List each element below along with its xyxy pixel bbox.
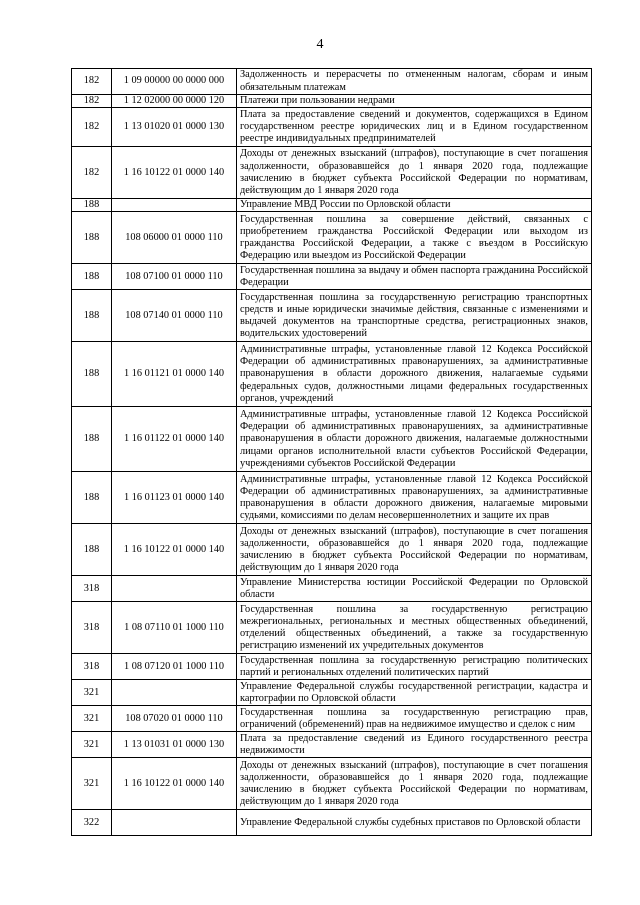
- admin-code-cell: 188: [72, 199, 112, 212]
- description-text: Управление Федеральной службы судебных приставов по Орловской области: [240, 816, 581, 828]
- description-text: Управление МВД России по Орловской области: [240, 199, 451, 211]
- description-text: Административные штрафы, установленные главой 12 Кодекса Российской Федерации об административных правонарушениях, за административные правонарушения в области дорожного движения, налагаемые мировыми судьями, комиссиями по делам несовершеннолетних и защите их прав: [240, 473, 588, 522]
- budget-code-cell: [112, 199, 237, 212]
- description-cell: [237, 147, 592, 199]
- table-row: [72, 732, 592, 758]
- description-text: Плата за предоставление сведений и документов, содержащихся в Едином государственном реестре юридических лиц и в Едином государственном реестре индивидуальных предпринимателей: [240, 108, 588, 145]
- description-text: Государственная пошлина за государственную регистрацию межрегиональных, региональных и местных общественных объединений, отделений общественных объединений, а также за государственную регистрацию изменений их учредительных документов: [240, 603, 588, 652]
- admin-code-cell: 318: [72, 576, 112, 602]
- budget-code-cell: [112, 810, 237, 836]
- admin-code-cell: 321: [72, 732, 112, 758]
- description-cell: [237, 576, 592, 602]
- page-number: 4: [316, 37, 324, 52]
- description-cell: [237, 472, 592, 524]
- table-row: [72, 95, 592, 108]
- description-text: Управление Федеральной службы государственной регистрации, кадастра и картографии по Орловской области: [240, 680, 588, 704]
- table-row: [72, 680, 592, 706]
- description-cell: [237, 654, 592, 680]
- description-cell: [237, 95, 592, 108]
- admin-code-cell: 182: [72, 69, 112, 95]
- budget-code-cell: 1 16 01121 01 0000 140: [112, 342, 237, 407]
- admin-code-cell: 318: [72, 602, 112, 654]
- table-row: [72, 212, 592, 264]
- admin-code-cell: 188: [72, 290, 112, 342]
- description-cell: [237, 407, 592, 472]
- budget-code-cell: 1 13 01031 01 0000 130: [112, 732, 237, 758]
- description-cell: [237, 108, 592, 147]
- description-cell: [237, 69, 592, 95]
- description-text: Доходы от денежных взысканий (штрафов), поступающие в счет погашения задолженности, образовавшейся до 1 января 2020 года, подлежащие зачислению в бюджет субъекта Российской Федерации по нормативам, действующим до 1 января 2020 года: [240, 525, 588, 574]
- budget-code-cell: 1 12 02000 00 0000 120: [112, 95, 237, 108]
- description-text: Платежи при пользовании недрами: [240, 95, 395, 106]
- description-text: Государственная пошлина за государственную регистрацию транспортных средств и иные юридически значимые действия, связанные с изменениями и выдачей документов на транспортные средства, регистрационных знаков, водительских удостоверений: [240, 291, 588, 340]
- admin-code-cell: 188: [72, 407, 112, 472]
- description-text: Государственная пошлина за совершение действий, связанных с приобретением гражданства Российской Федерации или выходом из гражданства Российской Федерации, а также с въездом в Российскую Федерацию или выездом из Российской Федерации: [240, 213, 588, 262]
- description-cell: [237, 212, 592, 264]
- admin-code-cell: 318: [72, 654, 112, 680]
- budget-code-cell: [112, 576, 237, 602]
- budget-code-cell: 108 07100 01 0000 110: [112, 264, 237, 290]
- description-text: Государственная пошлина за выдачу и обмен паспорта гражданина Российской Федерации: [240, 264, 588, 288]
- description-cell: [237, 264, 592, 290]
- budget-code-cell: 1 16 01122 01 0000 140: [112, 407, 237, 472]
- admin-code-cell: 188: [72, 524, 112, 576]
- description-text: Государственная пошлина за государственную регистрацию прав, ограничений (обременений) прав на недвижимое имущество и сделок с ним: [240, 706, 588, 730]
- description-cell: [237, 602, 592, 654]
- description-cell: [237, 758, 592, 810]
- budget-code-cell: 1 13 01020 01 0000 130: [112, 108, 237, 147]
- description-cell: [237, 810, 592, 836]
- description-cell: [237, 524, 592, 576]
- description-cell: [237, 732, 592, 758]
- budget-code-cell: 1 08 07120 01 1000 110: [112, 654, 237, 680]
- description-cell: [237, 706, 592, 732]
- description-text: Управление Министерства юстиции Российской Федерации по Орловской области: [240, 576, 588, 600]
- table-row: [72, 199, 592, 212]
- table-row: [72, 407, 592, 472]
- budget-code-cell: 108 07020 01 0000 110: [112, 706, 237, 732]
- budget-code-cell: [112, 680, 237, 706]
- description-text: Доходы от денежных взысканий (штрафов), поступающие в счет погашения задолженности, образовавшейся до 1 января 2020 года, подлежащие зачислению в бюджет субъекта Российской Федерации по нормативам, действующим до 1 января 2020 года: [240, 148, 588, 196]
- description-text: Административные штрафы, установленные главой 12 Кодекса Российской Федерации об административных правонарушениях, за административные правонарушения в области дорожного движения, налагаемые судьями федеральных судов, должностными лицами федеральных государственных органов, учреждений: [240, 343, 588, 404]
- budget-code-cell: 1 16 10122 01 0000 140: [112, 758, 237, 810]
- table-row: [72, 264, 592, 290]
- admin-code-cell: 321: [72, 706, 112, 732]
- admin-code-cell: 322: [72, 810, 112, 836]
- table-row: [72, 290, 592, 342]
- budget-code-cell: 1 08 07110 01 1000 110: [112, 602, 237, 654]
- description-cell: [237, 199, 592, 212]
- table-row: [72, 706, 592, 732]
- table-row: [72, 69, 592, 95]
- budget-code-cell: 108 06000 01 0000 110: [112, 212, 237, 264]
- description-text: Административные штрафы, установленные главой 12 Кодекса Российской Федерации об административных правонарушениях, за административные правонарушения в области дорожного движения, налагаемые должностными лицами органов исполнительной власти субъектов Российской Федерации, учреждениями субъектов Российской Федерации: [240, 408, 588, 469]
- description-text: Государственная пошлина за государственную регистрацию политических партий и региональных отделений политических партий: [240, 654, 588, 678]
- admin-code-cell: 321: [72, 758, 112, 810]
- table-body: [72, 69, 592, 836]
- admin-code-cell: 188: [72, 264, 112, 290]
- description-text: Доходы от денежных взысканий (штрафов), поступающие в счет погашения задолженности, образовавшейся до 1 января 2020 года, подлежащие зачислению в бюджет субъекта Российской Федерации по нормативам, действующим до 1 января 2020 года: [240, 759, 588, 808]
- table-row: [72, 576, 592, 602]
- table-row: [72, 810, 592, 836]
- admin-code-cell: 321: [72, 680, 112, 706]
- admin-code-cell: 188: [72, 342, 112, 407]
- table-row: [72, 472, 592, 524]
- budget-code-cell: 1 16 10122 01 0000 140: [112, 147, 237, 199]
- description-text: Плата за предоставление сведений из Единого государственного реестра недвижимости: [240, 732, 588, 756]
- budget-code-cell: 108 07140 01 0000 110: [112, 290, 237, 342]
- description-cell: [237, 680, 592, 706]
- admin-code-cell: 182: [72, 108, 112, 147]
- table-row: [72, 108, 592, 147]
- revenue-codes-table: [71, 68, 592, 836]
- table-row: [72, 654, 592, 680]
- table-row: [72, 342, 592, 407]
- admin-code-cell: 188: [72, 472, 112, 524]
- table-row: [72, 147, 592, 199]
- budget-code-cell: 1 16 01123 01 0000 140: [112, 472, 237, 524]
- table-row: [72, 524, 592, 576]
- admin-code-cell: 182: [72, 95, 112, 108]
- description-cell: [237, 342, 592, 407]
- table-row: [72, 758, 592, 810]
- description-cell: [237, 290, 592, 342]
- table-row: [72, 602, 592, 654]
- admin-code-cell: 182: [72, 147, 112, 199]
- budget-code-cell: 1 09 00000 00 0000 000: [112, 69, 237, 95]
- description-text: Задолженность и перерасчеты по отмененным налогам, сборам и иным обязательным платежам: [240, 69, 588, 93]
- budget-code-cell: 1 16 10122 01 0000 140: [112, 524, 237, 576]
- admin-code-cell: 188: [72, 212, 112, 264]
